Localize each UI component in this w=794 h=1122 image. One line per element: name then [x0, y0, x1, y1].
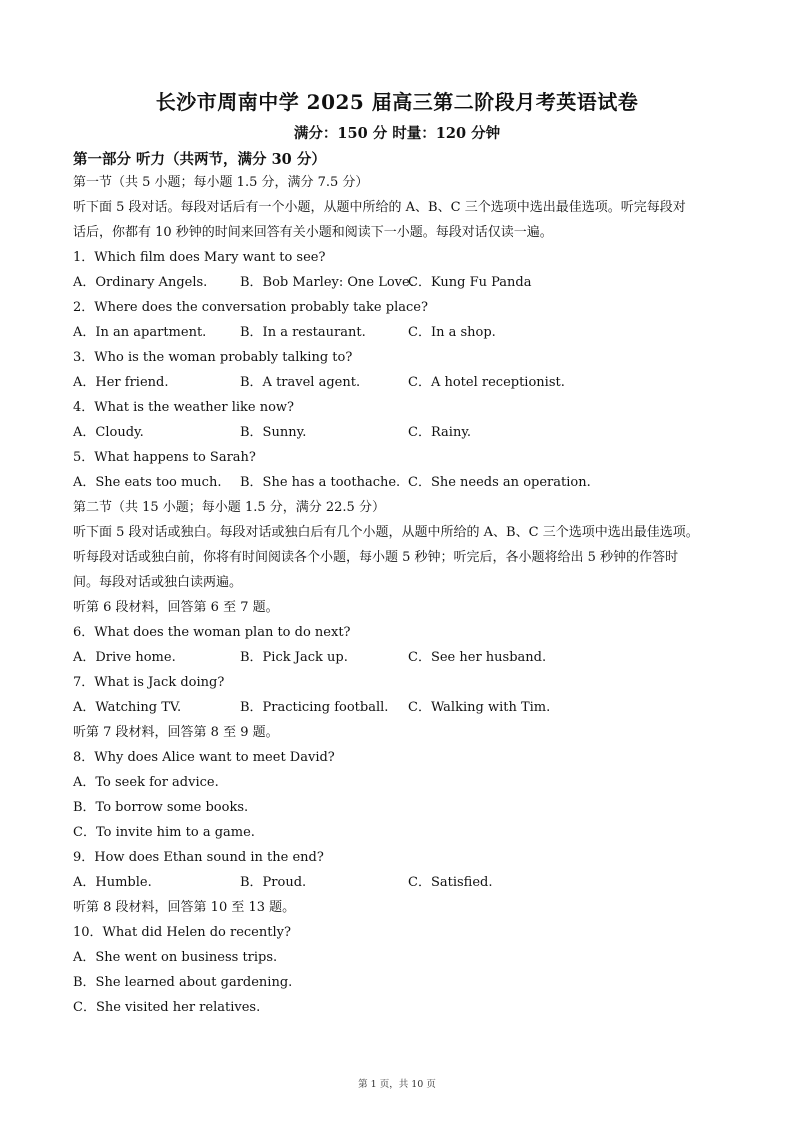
- question-1-option-c: C．Kung Fu Panda: [408, 275, 532, 290]
- section1-instructions-line2: 话后，你都有 10 秒钟的时间来回答有关小题和阅读下一小题。每段对话仅读一遍。: [73, 225, 553, 240]
- part1-heading: 第一部分 听力（共两节，满分 30 分）: [73, 151, 326, 168]
- question-9-option-c: C．Satisfied.: [408, 875, 493, 890]
- question-2-stem: 2．Where does the conversation probably take place?: [73, 300, 428, 315]
- question-8-stem: 8．Why does Alice want to meet David?: [73, 750, 335, 765]
- question-10-option-a: A．She went on business trips.: [73, 950, 278, 965]
- question-5-option-c: C．She needs an operation.: [408, 475, 591, 490]
- question-8-option-c: C．To invite him to a game.: [73, 825, 255, 840]
- question-9-option-a: A．Humble.: [73, 875, 152, 890]
- question-5-option-a: A．She eats too much.: [73, 475, 222, 490]
- material-6-instruction: 听第 6 段材料，回答第 6 至 7 题。: [73, 600, 279, 615]
- question-8-option-b: B．To borrow some books.: [73, 800, 249, 815]
- question-10-stem: 10．What did Helen do recently?: [73, 925, 291, 940]
- question-10-option-b: B．She learned about gardening.: [73, 975, 293, 990]
- question-5-stem: 5．What happens to Sarah?: [73, 450, 256, 465]
- question-9-option-b: B．Proud.: [240, 875, 307, 890]
- question-1-option-b: B．Bob Marley: One Love.: [240, 275, 414, 290]
- question-10-option-c: C．She visited her relatives.: [73, 1000, 261, 1015]
- question-8-option-a: A．To seek for advice.: [73, 775, 219, 790]
- question-4-option-b: B．Sunny.: [240, 425, 307, 440]
- section1-instructions-line1: 听下面 5 段对话。每段对话后有一个小题，从题中所给的 A、B、C 三个选项中选出最佳选项。听完每段对: [73, 200, 686, 215]
- question-3-option-b: B．A travel agent.: [240, 375, 361, 390]
- question-3-option-a: A．Her friend.: [73, 375, 169, 390]
- question-9-stem: 9．How does Ethan sound in the end?: [73, 850, 324, 865]
- question-2-option-b: B．In a restaurant.: [240, 325, 366, 340]
- question-6-stem: 6．What does the woman plan to do next?: [73, 625, 351, 640]
- question-3-stem: 3．Who is the woman probably talking to?: [73, 350, 353, 365]
- section2-instructions-line1: 听下面 5 段对话或独白。每段对话或独白后有几个小题，从题中所给的 A、B、C 三个选项中选出最佳选项。: [73, 525, 699, 540]
- question-7-option-a: A．Watching TV.: [73, 700, 182, 715]
- question-2-option-a: A．In an apartment.: [73, 325, 207, 340]
- section1-heading: 第一节（共 5 小题；每小题 1.5 分，满分 7.5 分）: [73, 175, 369, 190]
- question-4-option-a: A．Cloudy.: [73, 425, 144, 440]
- section2-instructions-line3: 间。每段对话或独白读两遍。: [73, 575, 243, 590]
- material-7-instruction: 听第 7 段材料，回答第 8 至 9 题。: [73, 725, 279, 740]
- question-4-stem: 4．What is the weather like now?: [73, 400, 295, 415]
- section2-heading: 第二节（共 15 小题；每小题 1.5 分，满分 22.5 分）: [73, 500, 385, 515]
- material-8-instruction: 听第 8 段材料，回答第 10 至 13 题。: [73, 900, 296, 915]
- section2-instructions-line2: 听每段对话或独白前，你将有时间阅读各个小题，每小题 5 秒钟；听完后，各小题将给出 5 秒钟的作答时: [73, 550, 679, 565]
- question-3-option-c: C．A hotel receptionist.: [408, 375, 565, 390]
- question-1-option-a: A．Ordinary Angels.: [73, 275, 208, 290]
- question-6-option-c: C．See her husband.: [408, 650, 547, 665]
- exam-subtitle: 满分：150 分 时量：120 分钟: [293, 125, 501, 142]
- question-1-stem: 1．Which film does Mary want to see?: [73, 250, 326, 265]
- question-5-option-b: B．She has a toothache.: [240, 475, 401, 490]
- question-6-option-b: B．Pick Jack up.: [240, 650, 348, 665]
- page-footer: 第 1 页，共 10 页: [358, 1079, 436, 1090]
- question-2-option-c: C．In a shop.: [408, 325, 496, 340]
- question-7-option-c: C．Walking with Tim.: [408, 700, 551, 715]
- question-6-option-a: A．Drive home.: [73, 650, 176, 665]
- question-7-stem: 7．What is Jack doing?: [73, 675, 225, 690]
- question-4-option-c: C．Rainy.: [408, 425, 472, 440]
- exam-title: 长沙市周南中学 2025 届高三第二阶段月考英语试卷: [155, 90, 639, 114]
- question-7-option-b: B．Practicing football.: [240, 700, 389, 715]
